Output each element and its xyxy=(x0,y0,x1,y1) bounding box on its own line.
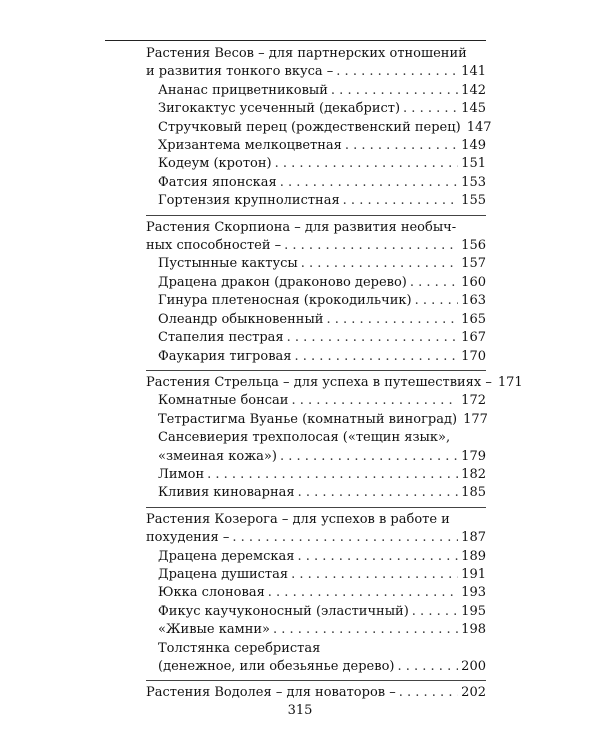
toc-entry-line xyxy=(146,82,486,100)
toc-entry-line xyxy=(146,566,486,584)
section-title-line xyxy=(146,63,486,81)
dot-leader xyxy=(301,255,458,273)
toc-entry-text: Лимон xyxy=(158,466,205,482)
toc-entry xyxy=(146,311,486,329)
page-ref: 193 xyxy=(461,585,486,601)
toc-entry xyxy=(146,640,486,677)
section-title-text: Растения Козерога – для успехов в работе и xyxy=(146,511,450,527)
page-ref: 145 xyxy=(461,101,486,117)
toc-entry-text: (денежное, или обезьянье дерево) xyxy=(158,659,395,674)
section-title-text: Растения Весов – для партнерских отношений xyxy=(146,46,467,61)
toc-entry-text: «змеиная кожа») xyxy=(158,448,277,464)
toc-entry xyxy=(146,411,486,429)
page-ref: 195 xyxy=(461,603,486,619)
toc-entry xyxy=(146,484,486,502)
toc-entry-line xyxy=(146,411,486,429)
toc-entry xyxy=(146,82,486,100)
section-title-line xyxy=(146,529,486,547)
toc-entry xyxy=(146,155,486,173)
dot-leader xyxy=(273,621,458,639)
toc-entry-text: Фатсия японская xyxy=(158,174,277,190)
section-title-line xyxy=(146,684,486,702)
toc-section xyxy=(146,680,486,702)
toc-entry-text: Пустынные кактусы xyxy=(158,256,298,272)
page-ref: 187 xyxy=(461,530,486,546)
dot-leader xyxy=(415,292,459,310)
toc-entry-line xyxy=(146,329,486,347)
dot-leader xyxy=(275,155,459,173)
toc-entry xyxy=(146,100,486,118)
dot-leader xyxy=(291,566,458,584)
dot-leader xyxy=(284,237,458,255)
section-title xyxy=(146,374,523,392)
toc-entry-line xyxy=(146,155,486,173)
toc-entry xyxy=(146,392,486,410)
dot-leader xyxy=(268,584,458,602)
toc-entry-text: Хризантема мелкоцветная xyxy=(158,138,342,154)
page-ref: 177 xyxy=(463,411,488,427)
toc-entry-text: Сансевиерия трехполосая («тещин язык», xyxy=(158,430,451,446)
dot-leader xyxy=(291,392,458,410)
toc-entry-line xyxy=(146,100,486,118)
toc-entry-text: Драцена дракон (драконово дерево) xyxy=(158,274,407,290)
dot-leader xyxy=(232,529,458,547)
page-ref: 155 xyxy=(461,193,486,209)
section-title xyxy=(146,219,486,256)
top-rule xyxy=(105,40,486,41)
toc-entry-line xyxy=(146,274,486,292)
toc-entry-text: Ананас прицветниковый xyxy=(158,82,328,98)
toc-section xyxy=(146,45,492,211)
toc-entry-line xyxy=(146,192,486,210)
toc-entry-text: Зигокактус усеченный (декабрист) xyxy=(158,101,401,117)
page-ref: 165 xyxy=(461,311,486,327)
toc-entry xyxy=(146,621,486,639)
dot-leader xyxy=(287,329,459,347)
toc-entry-line xyxy=(146,484,486,502)
toc-entry xyxy=(146,137,486,155)
toc-entry-text: Комнатные бонсаи xyxy=(158,393,289,409)
page-ref: 163 xyxy=(461,293,486,309)
toc-entry-text: Олеандр обыкновенный xyxy=(158,311,324,327)
page-ref: 151 xyxy=(461,156,486,172)
page-number: 315 xyxy=(287,703,313,718)
dot-leader xyxy=(336,63,458,81)
toc-entry-line xyxy=(146,621,486,639)
section-title-text: ных способностей – xyxy=(146,238,282,254)
toc-entry-text: Стапелия пестрая xyxy=(158,330,284,346)
toc-entry xyxy=(146,192,486,210)
page-ref: 191 xyxy=(461,566,486,582)
toc-entry-line xyxy=(146,548,486,566)
toc-entry-line xyxy=(146,174,486,192)
toc-entry-line xyxy=(146,348,486,366)
toc-entry-line xyxy=(146,255,486,273)
toc-entry-text: Кодеум (кротон) xyxy=(158,156,272,172)
page-ref: 141 xyxy=(461,64,486,80)
dot-leader xyxy=(331,82,458,100)
toc-entry-text: Стручковый перец (рождественский перец) xyxy=(158,119,461,135)
toc-entry xyxy=(146,255,486,273)
toc-entry-text: Фикус каучуконосный (эластичный) xyxy=(158,603,409,619)
dot-leader xyxy=(326,311,458,329)
dot-leader xyxy=(298,484,459,502)
toc-entry xyxy=(146,174,486,192)
dot-leader xyxy=(403,100,458,118)
toc-entry xyxy=(146,548,486,566)
page-ref: 179 xyxy=(461,448,486,464)
toc-entry xyxy=(146,292,486,310)
toc-entry-text: Тетрастигма Вуанье (комнатный виноград) xyxy=(158,411,458,427)
page-ref: 189 xyxy=(461,548,486,564)
toc-entry-line xyxy=(146,137,486,155)
toc-entry xyxy=(146,329,486,347)
page-ref: 182 xyxy=(461,466,486,482)
toc-entry-line xyxy=(146,603,486,621)
dot-leader xyxy=(207,466,458,484)
section-title xyxy=(146,511,486,548)
toc-entry-line xyxy=(146,311,486,329)
dot-leader xyxy=(280,448,458,466)
section-title-line xyxy=(146,237,486,255)
page-ref: 172 xyxy=(461,393,486,409)
page-ref: 156 xyxy=(461,238,486,254)
table-of-contents xyxy=(146,45,523,703)
page-ref: 171 xyxy=(497,374,523,390)
page-ref: 198 xyxy=(461,622,486,638)
toc-entry-text: Фаукария тигровая xyxy=(158,348,292,364)
section-title-text: Растения Стрельца – для успеха в путешествиях – xyxy=(146,374,492,390)
toc-entry-line xyxy=(146,658,486,676)
toc-entry xyxy=(146,119,492,137)
toc-entry-text: Гинура плетеносная (крокодильчик) xyxy=(158,293,412,309)
page-ref: 170 xyxy=(461,348,486,364)
toc-entry xyxy=(146,429,486,466)
section-title-text: Растения Скорпиона – для развития необыч- xyxy=(146,219,457,235)
page-ref: 200 xyxy=(461,659,486,674)
toc-entry-text: Гортензия крупнолистная xyxy=(158,193,340,209)
page-ref: 149 xyxy=(461,138,486,154)
dot-leader xyxy=(397,658,458,676)
section-title-text: и развития тонкого вкуса – xyxy=(146,64,334,80)
toc-entry-line xyxy=(146,466,486,484)
page-ref: 157 xyxy=(461,256,486,272)
page-ref: 153 xyxy=(461,174,486,190)
dot-leader xyxy=(343,192,459,210)
page-ref: 185 xyxy=(461,485,486,501)
toc-entry xyxy=(146,566,486,584)
toc-entry-text: Юкка слоновая xyxy=(158,585,265,601)
toc-entry-text: Драцена деремская xyxy=(158,548,295,564)
toc-entry-text: Толстянка серебристая xyxy=(158,640,321,656)
page-ref: 202 xyxy=(461,685,486,701)
toc-entry-text: Кливия киноварная xyxy=(158,485,295,501)
page-ref: 160 xyxy=(461,274,486,290)
page-ref: 147 xyxy=(466,119,492,135)
toc-entry-line xyxy=(146,292,486,310)
section-title xyxy=(146,45,486,82)
toc-entry-text: Драцена душистая xyxy=(158,566,289,582)
dot-leader xyxy=(412,603,458,621)
toc-section xyxy=(146,215,486,366)
toc-entry xyxy=(146,274,486,292)
section-title xyxy=(146,684,486,702)
toc-entry-line xyxy=(146,119,492,137)
toc-section xyxy=(146,507,486,677)
page-ref: 142 xyxy=(461,82,486,98)
section-title-text: Растения Водолея – для новаторов – xyxy=(146,685,396,701)
dot-leader xyxy=(280,174,458,192)
toc-entry-line xyxy=(146,448,486,466)
dot-leader xyxy=(294,348,458,366)
toc-section xyxy=(146,370,523,503)
section-title-line xyxy=(146,374,523,392)
toc-entry xyxy=(146,466,486,484)
toc-entry xyxy=(146,348,486,366)
section-title-text: похудения – xyxy=(146,530,230,546)
toc-entry-line xyxy=(146,584,486,602)
toc-entry-line xyxy=(146,392,486,410)
page-ref: 167 xyxy=(461,330,486,346)
toc-entry xyxy=(146,603,486,621)
toc-entry xyxy=(146,584,486,602)
toc-entry-text: «Живые камни» xyxy=(158,622,270,638)
dot-leader xyxy=(399,684,458,702)
dot-leader xyxy=(297,548,458,566)
dot-leader xyxy=(345,137,458,155)
dot-leader xyxy=(410,274,458,292)
